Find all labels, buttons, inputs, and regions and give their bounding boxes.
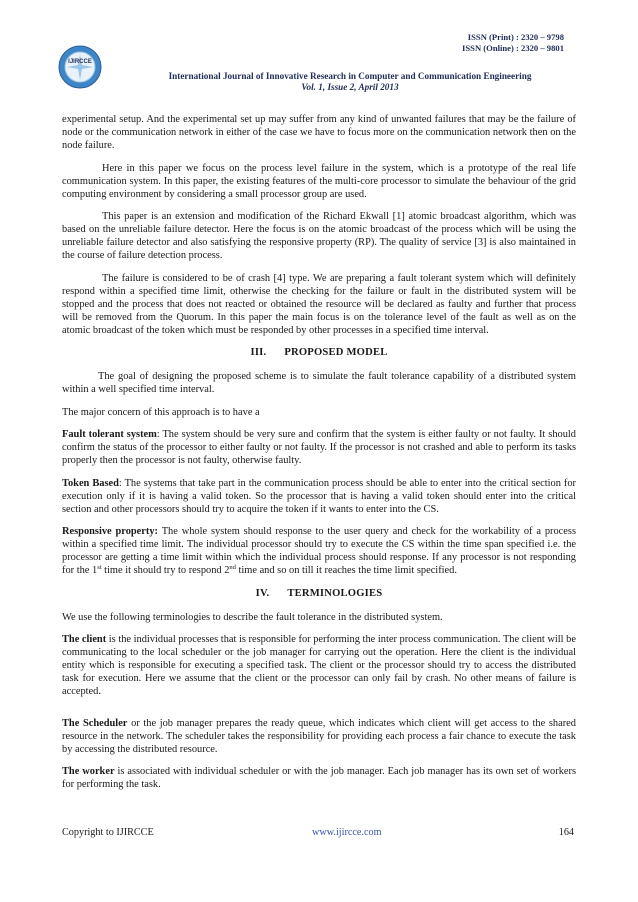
issn-online: ISSN (Online) : 2320 – 9801 [462, 43, 564, 53]
definition-scheduler [62, 717, 576, 756]
definition-token-based [62, 477, 576, 516]
paragraph: The goal of designing the proposed scheme is to simulate the fault tolerance capability of a distributed system within a well specified time interval. [62, 371, 576, 395]
paragraph: We use the following terminologies to describe the fault tolerance in the distributed system. [62, 611, 443, 623]
section-number: IV. [255, 587, 270, 599]
page-number: 164 [558, 827, 574, 838]
definition-client [62, 633, 576, 698]
definition-text: or the job manager prepares the ready queue, which indicates which client will get access to the shared resource in the network. The scheduler takes the responsibility for providing each process a fair chance to execute the task by accessing the distributed resource. [62, 717, 576, 755]
paragraph: The failure is considered to be of crash [4] type. We are preparing a fault tolerant system which will definitely respond within a specified time limit, otherwise the checking for the failure or fault in the distributed system will be stopped and the process that does not reacted or obtained the resource will be declared as faulty and further that process will be removed from the Quorum. In this paper the main focus is on the tolerance level of the fault as well as on the atomic broadcast of the token which must be responded by other processes in a specified time interval. [62, 272, 576, 336]
paragraph: experimental setup. And the experimental set up may suffer from any kind of unwanted failures that may be the failure of node or the communication network in either of the case we have to focus more on the communication network then on the node failure. [62, 114, 576, 151]
definition-text: is associated with individual scheduler or with the job manager. Each job manager has its own set of workers for performing the task. [62, 766, 577, 790]
superscript: nd [229, 564, 236, 571]
superscript: st [97, 564, 102, 571]
term: Responsive property: [62, 526, 159, 537]
logo-text: IJIRCCE [68, 59, 92, 65]
copyright-text: Copyright to IJIRCCE [62, 827, 154, 838]
journal-logo [58, 45, 102, 89]
section-title: PROPOSED MODEL [284, 347, 388, 358]
issn-block [462, 32, 564, 54]
term: Token Based [62, 477, 119, 489]
definition-text: is the individual processes that is responsible for performing the inter process communication. The client will be communicating to the local scheduler or the job manager for carrying out the operation. Here the client is the individual entity which is responsible for executing a specified task. The client or the processor should try to access the distributed task for execution. Here we assume that the client or the processor can only fail by crash. No other means of failure is accepted. [62, 634, 576, 697]
definition-worker [62, 765, 576, 791]
journal-header [100, 71, 600, 93]
definition-text: The whole system should response to the user query and check for the workability of a process within a specified time limit. The individual processor should try to execute the CS within the time span specified i.e. the processor are getting a time limit within which the individual process should response. If any processor is not responding for the 1 [62, 526, 576, 576]
term: The worker [62, 766, 115, 777]
definition-text: time and so on till it reaches the time limit specified. [235, 565, 457, 576]
spacer [62, 708, 576, 717]
definition-responsive-property [62, 525, 576, 577]
main-content [62, 113, 576, 791]
section-heading-3 [62, 346, 576, 359]
journal-url-link[interactable]: www.ijircce.com [312, 827, 382, 838]
section-number: III. [250, 347, 267, 358]
definition-fault-tolerant [62, 428, 576, 467]
issn-print: ISSN (Print) : 2320 – 9798 [467, 32, 564, 42]
section-title: TERMINOLOGIES [287, 587, 383, 599]
paragraph: Here in this paper we focus on the process level failure in the system, which is a prototype of the real life communication system. In this paper, the existing features of the multi-core processor to simulate the behaviour of the grid computing environment by considering a small processor group are used. [62, 162, 576, 200]
paragraph: This paper is an extension and modification of the Richard Ekwall [1] atomic broadcast algorithm, which was based on the unreliable failure detector. Here the focus is on the atomic broadcast of the process which will be using the unreliable failure detector and also satisfying the responsive property (RP). The quality of service [3] is also maintained in the course of failure detection process. [62, 211, 576, 261]
journal-volume: Vol. 1, Issue 2, April 2013 [301, 82, 399, 92]
definition-text: time it should try to respond 2 [101, 565, 230, 576]
term: The client [62, 634, 107, 645]
journal-title: International Journal of Innovative Research in Computer and Communication Engineering [168, 71, 532, 81]
definition-text: : The system should be very sure and confirm that the system is either faulty or not faulty. It should confirm the status of the processor to either faulty or not faulty. If the processor is not crashed and able to perform its tasks properly then the processor is not faulty, otherwise faulty. [62, 429, 576, 466]
term: The Scheduler [62, 717, 128, 729]
definition-text: : The systems that take part in the communication process should be able to enter into the critical section for execution only if it is having a valid token. So the processor that is having a valid token should enter into the critical section and other processors should try to acquire the token if it wants to enter into the CS. [62, 477, 576, 515]
term: Fault tolerant system [62, 429, 157, 440]
paragraph: The major concern of this approach is to have a [62, 406, 260, 418]
section-heading-4 [62, 587, 576, 600]
